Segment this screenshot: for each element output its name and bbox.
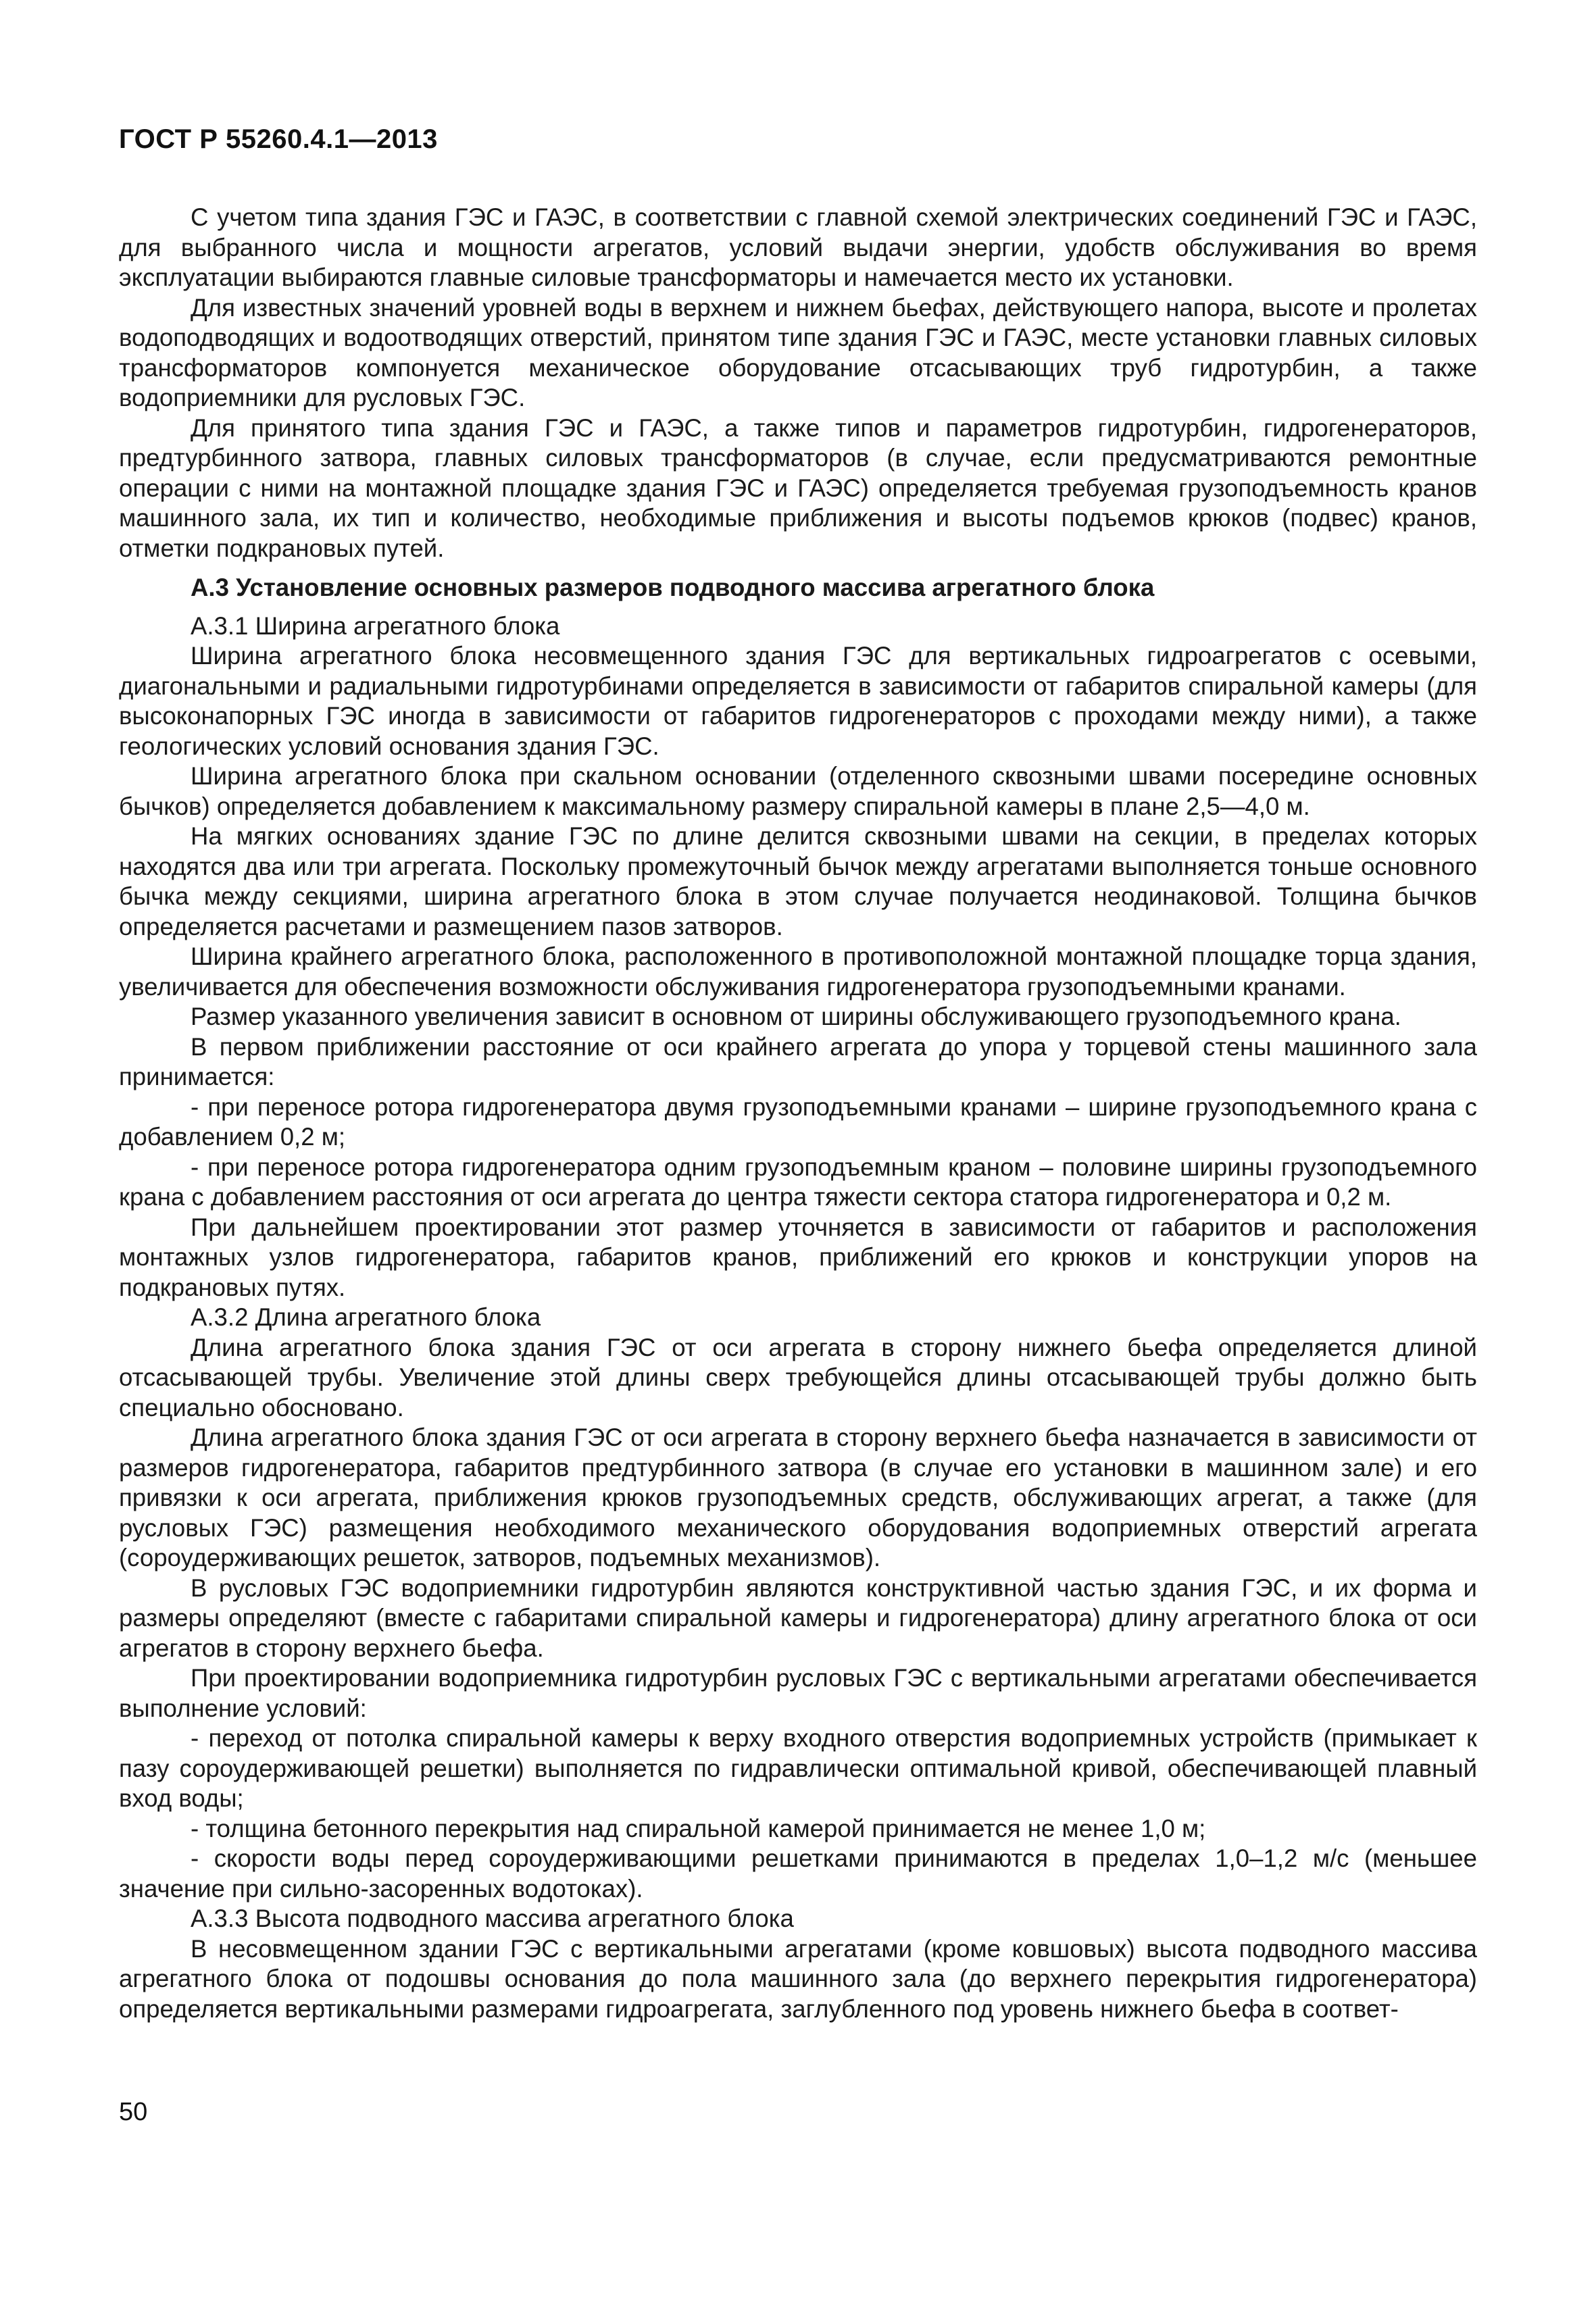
paragraph: - толщина бетонного перекрытия над спиральной камерой принимается не менее 1,0 м; — [191, 1814, 1206, 1842]
paragraph: А.3.1 Ширина агрегатного блока — [191, 611, 560, 640]
paragraph: - переход от потолка спиральной камеры к верху входного отверстия водоприемных устройств (примыкает к пазу сороудерживающей решетки) выполняется по гидравлически оптимальной кривой, обеспечивающей плавный вход воды; — [119, 1724, 1477, 1812]
paragraph: На мягких основаниях здание ГЭС по длине делится сквозными швами на секции, в пределах которых находятся два или три агрегата. Поскольку промежуточный бычок между агрегатами выполняется тоньше основного бычка между секциями, ширина агрегатного блока в этом случае получается неодинаковой. Толщина бычков определяется расчетами и размещением пазов затворов. — [119, 822, 1477, 940]
paragraph: В русловых ГЭС водоприемники гидротурбин являются конструктивной частью здания ГЭС, и их форма и размеры определяют (вместе с габаритами спиральной камеры и гидрогенератора) длину агрегатного блока от оси агрегатов в сторону верхнего бьефа. — [119, 1574, 1477, 1662]
paragraph: Длина агрегатного блока здания ГЭС от оси агрегата в сторону нижнего бьефа определяется длиной отсасывающей трубы. Увеличение этой длины сверх требующейся длины отсасывающей трубы должно быть специально обосновано. — [119, 1333, 1477, 1422]
section-heading: А.3 Установление основных размеров подводного массива агрегатного блока — [191, 574, 1155, 601]
paragraph: Ширина агрегатного блока при скальном основании (отделенного сквозными швами посередине основных бычков) определяется добавлением к максимальному размеру спиральной камеры в плане 2,5—4,0 м. — [119, 762, 1477, 820]
paragraph: А.3.2 Длина агрегатного блока — [191, 1303, 541, 1331]
paragraph: Длина агрегатного блока здания ГЭС от оси агрегата в сторону верхнего бьефа назначается в зависимости от размеров гидрогенератора, габаритов предтурбинного затвора (в случае его установки в машинном зале) и его привязки к оси агрегата, приближения крюков грузоподъемных средств, обслуживающих агрегат, а также (для русловых ГЭС) размещения необходимого механического оборудования водоприемных отверстий агрегата (сороудерживающих решеток, затворов, подъемных механизмов). — [119, 1424, 1477, 1571]
paragraph: - при переносе ротора гидрогенератора двумя грузоподъемными кранами – ширине грузоподъемного крана с добавлением 0,2 м; — [119, 1092, 1477, 1151]
paragraph: А.3.3 Высота подводного массива агрегатного блока — [191, 1905, 794, 1932]
paragraph: - при переносе ротора гидрогенератора одним грузоподъемным краном – половине ширины грузоподъемного крана с добавлением расстояния от оси агрегата до центра тяжести сектора статора гидрогенератора и 0,2 м. — [119, 1153, 1477, 1211]
paragraph: Ширина агрегатного блока несовмещенного здания ГЭС для вертикальных гидроагрегатов с осевыми, диагональными и радиальными гидротурбинами определяется в зависимости от габаритов спиральной камеры (для высоконапорных ГЭС иногда в зависимости от габаритов гидрогенераторов с проходами между ними), а также геологических условий основания здания ГЭС. — [119, 642, 1477, 760]
paragraph: Для принятого типа здания ГЭС и ГАЭС, а также типов и параметров гидротурбин, гидрогенераторов, предтурбинного затвора, главных силовых трансформаторов (в случае, если предусматриваются ремонтные операции с ними на монтажной площадке здания ГЭС и ГАЭС) определяется требуемая грузоподъемность кранов машинного зала, их тип и количество, необходимые приближения и высоты подъемов крюков (подвес) кранов, отметки подкрановых путей. — [119, 413, 1477, 562]
paragraph: - скорости воды перед сороудерживающими решетками принимаются в пределах 1,0–1,2 м/с (меньшее значение при сильно-засоренных водотоках). — [119, 1844, 1477, 1903]
paragraph: Для известных значений уровней воды в верхнем и нижнем бьефах, действующего напора, высоте и пролетах водоподводящих и водоотводящих отверстий, принятом типе здания ГЭС и ГАЭС, месте установки главных силовых трансформаторов компонуется механическое оборудование отсасывающих труб гидротурбин, а также водоприемники для русловых ГЭС. — [119, 293, 1477, 411]
document-header: ГОСТ Р 55260.4.1—2013 — [119, 124, 438, 154]
paragraph: При дальнейшем проектировании этот размер уточняется в зависимости от габаритов и расположения монтажных узлов гидрогенератора, габаритов кранов, приближений его крюков и конструкции упоров на подкрановых путях. — [119, 1213, 1477, 1301]
paragraph: В первом приближении расстояние от оси крайнего агрегата до упора у торцевой стены машинного зала принимается: — [119, 1032, 1477, 1090]
paragraph: В несовмещенном здании ГЭС с вертикальными агрегатами (кроме ковшовых) высота подводного массива агрегатного блока от подошвы основания до пола машинного зала (до верхнего перекрытия гидрогенератора) определяется вертикальными размерами гидроагрегата, заглубленного под уровень нижнего бьефа в соответ- — [119, 1934, 1477, 2023]
document-body — [119, 203, 1477, 2024]
paragraph: С учетом типа здания ГЭС и ГАЭС, в соответствии с главной схемой электрических соединений ГЭС и ГАЭС, для выбранного числа и мощности агрегатов, условий выдачи энергии, удобств обслуживания во время эксплуатации выбираются главные силовые трансформаторы и намечается место их установки. — [119, 203, 1477, 291]
paragraph: Ширина крайнего агрегатного блока, расположенного в противоположной монтажной площадке торца здания, увеличивается для обеспечения возможности обслуживания гидрогенератора грузоподъемными кранами. — [119, 942, 1477, 1001]
paragraph: Размер указанного увеличения зависит в основном от ширины обслуживающего грузоподъемного крана. — [191, 1003, 1401, 1030]
page-number: 50 — [119, 2098, 148, 2126]
paragraph: При проектировании водоприемника гидротурбин русловых ГЭС с вертикальными агрегатами обеспечивается выполнение условий: — [119, 1664, 1477, 1722]
